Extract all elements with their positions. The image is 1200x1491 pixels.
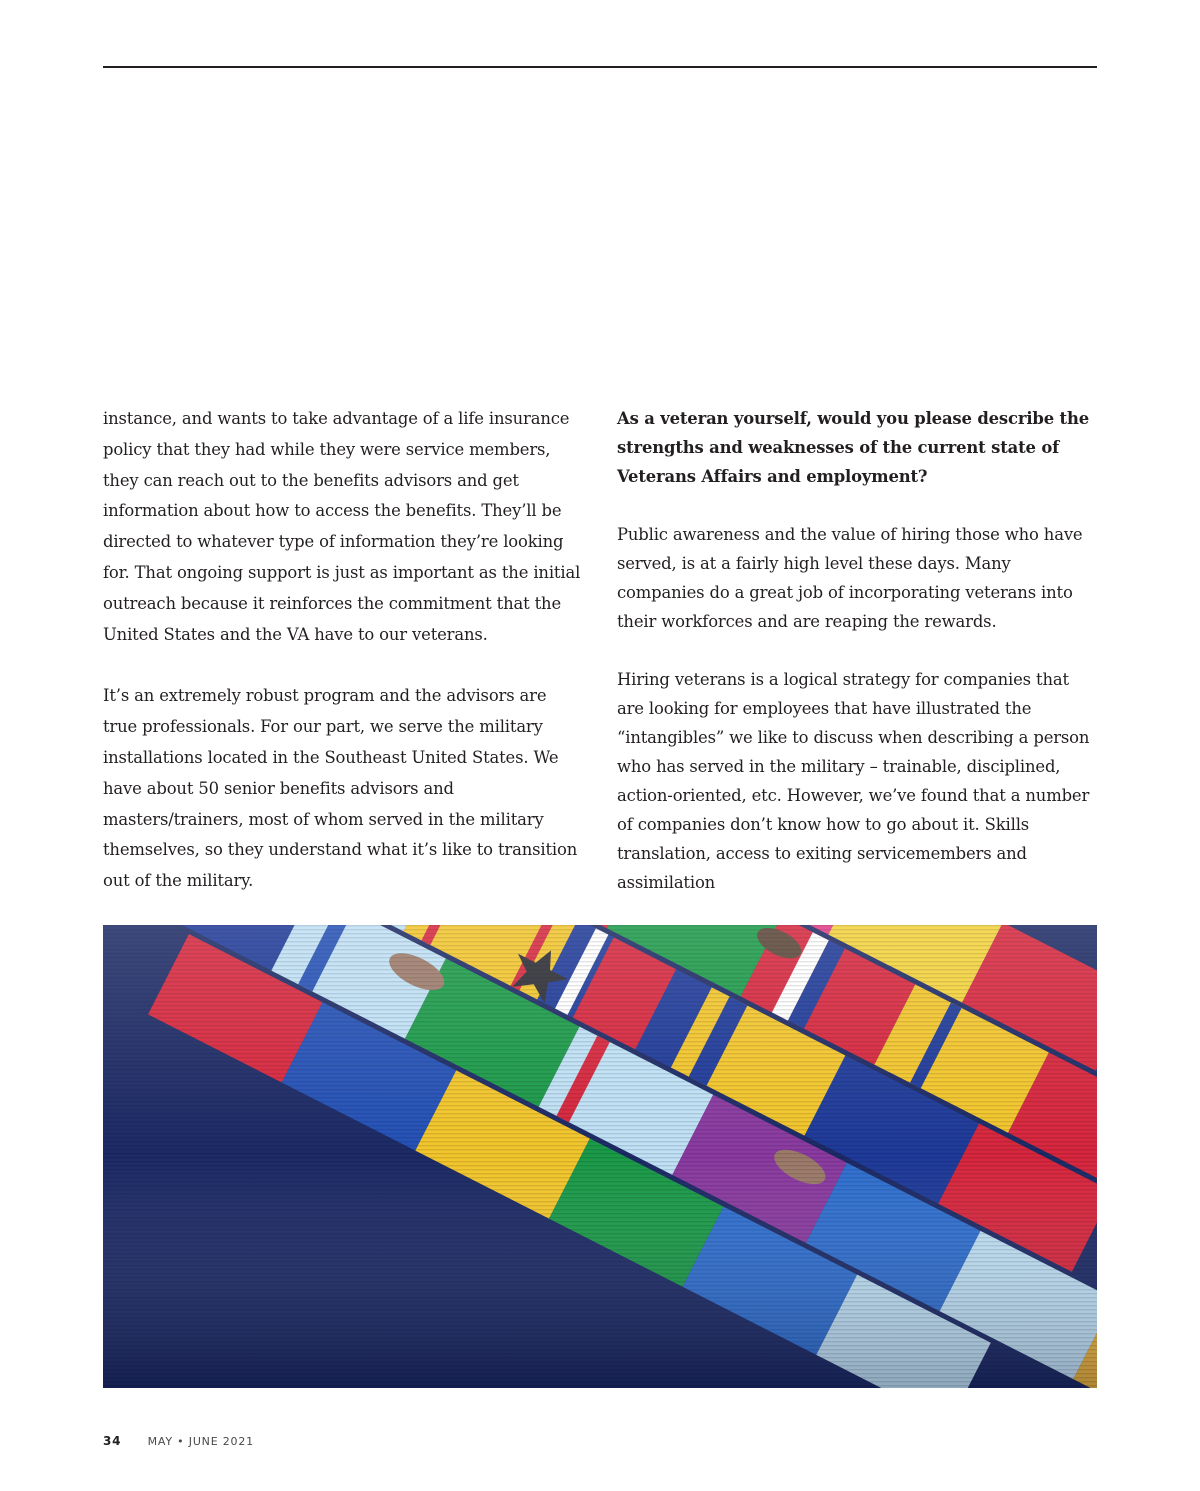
right-column — [617, 404, 1097, 926]
ribbons-photo — [103, 925, 1097, 1388]
body-paragraph: instance, and wants to take advantage of a life insurance policy that they had while they were service members, they can reach out to the benefits advisors and get information about how to access the benefits. They’ll be directed to whatever type of information they’re looking for. That ongoing support is just as important as the initial outreach because it reinforces the commitment that the United States and the VA have to our veterans. — [103, 409, 581, 644]
body-paragraph: It’s an extremely robust program and the advisors are true professionals. For our part, we serve the military installations located in the Southeast United States. We have about 50 senior benefits advisors and masters/trainers, most of whom served in the military themselves, so they understand what it’s like to transition out of the military. — [103, 686, 578, 891]
page-footer — [103, 1434, 254, 1448]
interview-question: As a veteran yourself, would you please describe the strengths and weaknesses of the current state of Veterans Affairs and employment? — [617, 409, 1090, 486]
page-number: 34 — [103, 1434, 122, 1448]
body-paragraph: Public awareness and the value of hiring those who have served, is at a fairly high level these days. Many companies do a great job of incorporating veterans into their workforces and are reaping the rewards. — [617, 525, 1083, 631]
issue-date: MAY • JUNE 2021 — [147, 1435, 254, 1448]
left-column — [103, 404, 583, 928]
top-rule — [103, 66, 1097, 68]
body-paragraph: Hiring veterans is a logical strategy for companies that are looking for employees that have illustrated the “intangibles” we like to discuss when describing a person who has served in the military – trainable, disciplined, action-oriented, etc. However, we’ve found that a number of companies don’t know how to go about it. Skills translation, access to exiting servicemembers and assimilation — [617, 670, 1090, 892]
